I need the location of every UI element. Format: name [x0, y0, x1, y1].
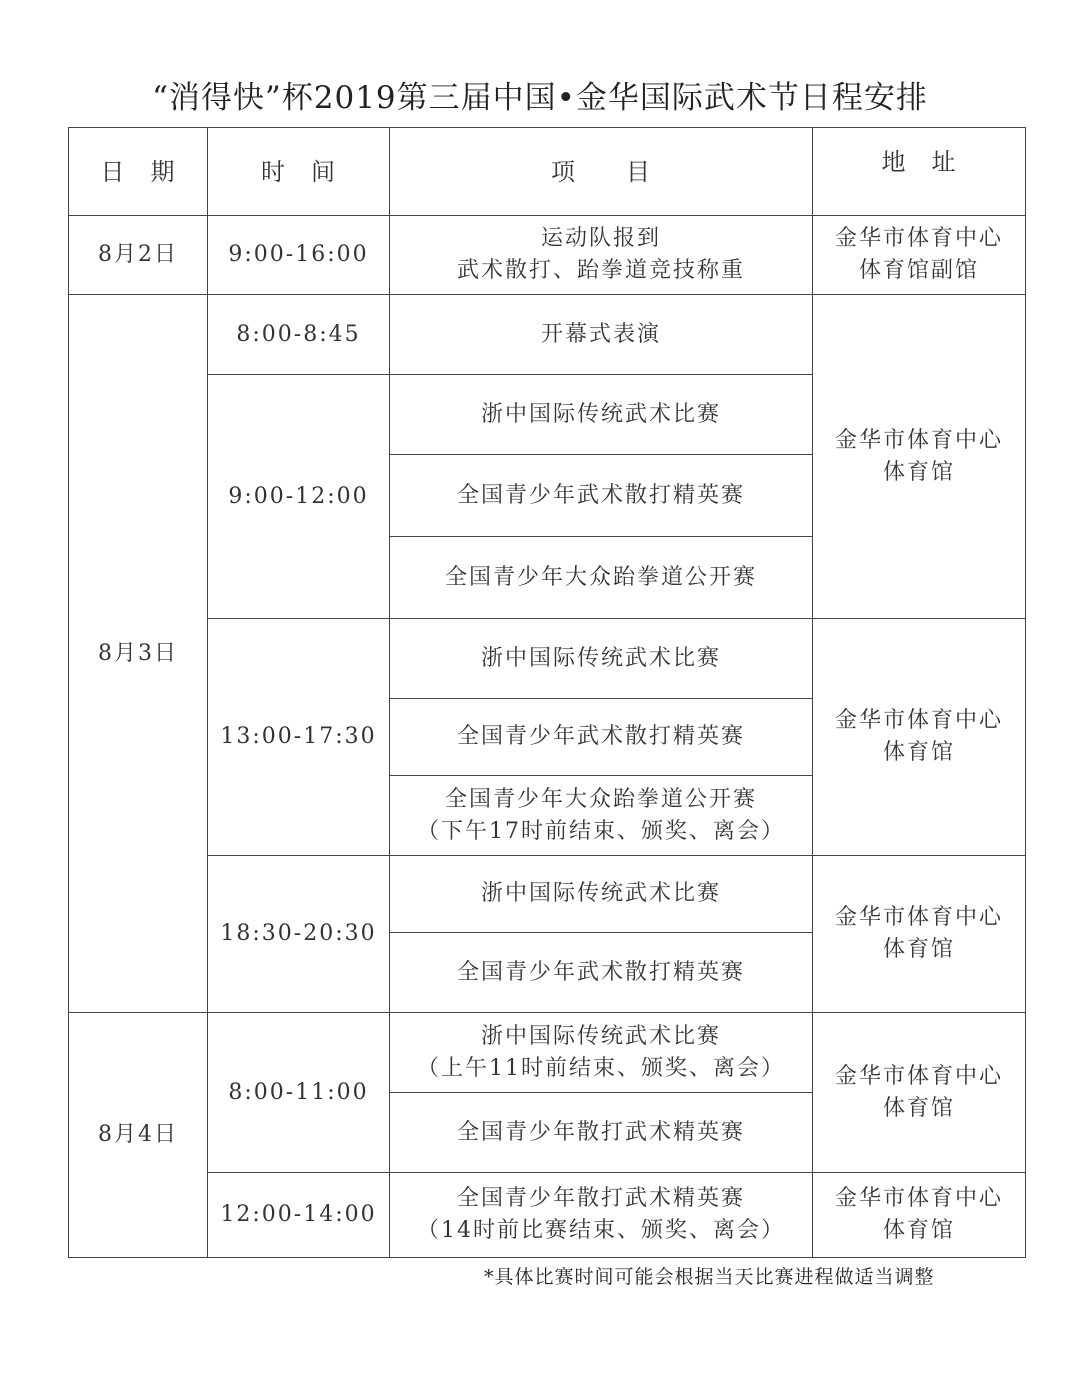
event-line: （上午11时前结束、颁奖、离会）	[417, 1055, 785, 1081]
event-cell	[390, 776, 813, 856]
venue-line: 金华市体育中心	[834, 905, 1003, 930]
event-cell: 浙中国际传统武术比赛	[390, 619, 813, 699]
table-header-row	[69, 128, 1026, 216]
venue-line: 体育馆副馆	[858, 258, 979, 283]
event-cell: 全国青少年武术散打精英赛	[390, 933, 813, 1013]
event-cell	[390, 1173, 813, 1258]
venue-cell	[813, 1173, 1026, 1258]
time-cell: 8:00-11:00	[208, 1013, 390, 1173]
date-cell: 8月3日	[69, 295, 208, 1013]
time-cell: 13:00-17:30	[208, 619, 390, 856]
venue-cell	[813, 295, 1026, 619]
venue-cell	[813, 856, 1026, 1013]
time-cell: 18:30-20:30	[208, 856, 390, 1013]
venue-cell	[813, 1013, 1026, 1173]
event-cell: 开幕式表演	[390, 295, 813, 375]
event-line: 武术散打、跆拳道竞技称重	[456, 258, 745, 283]
table-row	[69, 216, 1026, 295]
table-row	[69, 1013, 1026, 1093]
event-cell	[390, 1013, 813, 1093]
footnote: *具体比赛时间可能会根据当天比赛进程做适当调整	[484, 1266, 935, 1288]
time-cell: 9:00-16:00	[208, 216, 390, 295]
event-cell: 全国青少年武术散打精英赛	[390, 699, 813, 776]
event-line: 运动队报到	[540, 226, 661, 251]
venue-line: 金华市体育中心	[834, 1186, 1003, 1211]
event-line: 全国青少年大众跆拳道公开赛	[444, 786, 757, 812]
venue-line: 体育馆	[882, 1095, 955, 1121]
event-cell: 浙中国际传统武术比赛	[390, 856, 813, 933]
table-row	[69, 295, 1026, 375]
time-cell: 9:00-12:00	[208, 375, 390, 619]
venue-line: 体育馆	[882, 459, 955, 485]
venue-cell	[813, 216, 1026, 295]
event-line: （下午17时前结束、颁奖、离会）	[417, 818, 785, 844]
venue-line: 金华市体育中心	[834, 226, 1003, 251]
header-event: 项 目	[390, 128, 813, 216]
header-time: 时 间	[208, 128, 390, 216]
event-line: 全国青少年散打武术精英赛	[456, 1186, 745, 1211]
event-cell: 全国青少年武术散打精英赛	[390, 455, 813, 537]
date-cell: 8月4日	[69, 1013, 208, 1258]
event-line: 浙中国际传统武术比赛	[480, 1023, 721, 1049]
table-row	[69, 1173, 1026, 1258]
schedule-table	[68, 127, 1026, 1258]
venue-line: 金华市体育中心	[834, 1063, 1003, 1089]
venue-line: 体育馆	[882, 937, 955, 962]
table-row	[69, 619, 1026, 699]
time-cell: 8:00-8:45	[208, 295, 390, 375]
header-venue: 地 址	[813, 128, 1026, 216]
event-cell: 全国青少年大众跆拳道公开赛	[390, 537, 813, 619]
event-cell	[390, 216, 813, 295]
page-title: “消得快”杯2019第三届中国•金华国际武术节日程安排	[152, 80, 928, 116]
header-date: 日 期	[69, 128, 208, 216]
venue-line: 金华市体育中心	[834, 708, 1003, 733]
event-cell: 浙中国际传统武术比赛	[390, 375, 813, 455]
venue-line: 金华市体育中心	[834, 427, 1003, 453]
table-row	[69, 856, 1026, 933]
event-line: （14时前比赛结束、颁奖、离会）	[417, 1218, 785, 1243]
venue-cell	[813, 619, 1026, 856]
venue-line: 体育馆	[882, 1218, 955, 1243]
venue-line: 体育馆	[882, 740, 955, 765]
date-cell: 8月2日	[69, 216, 208, 295]
time-cell: 12:00-14:00	[208, 1173, 390, 1258]
event-cell: 全国青少年散打武术精英赛	[390, 1093, 813, 1173]
